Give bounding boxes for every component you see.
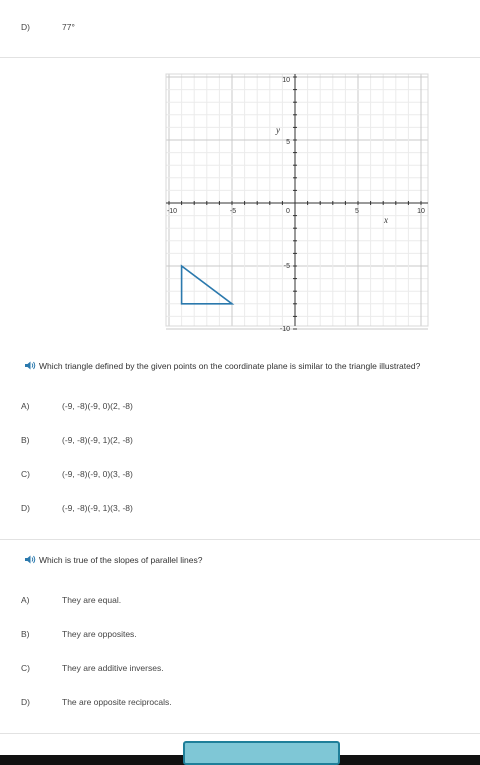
x-tick-label: 0 xyxy=(286,208,290,215)
option-letter: D) xyxy=(21,503,30,513)
option-letter: C) xyxy=(21,663,30,673)
option-letter: D) xyxy=(21,22,30,32)
option-text: (-9, -8)(-9, 1)(2, -8) xyxy=(62,435,133,445)
option-text: They are equal. xyxy=(62,595,122,605)
option-text: They are opposites. xyxy=(62,629,137,639)
option-text: (-9, -8)(-9, 0)(3, -8) xyxy=(62,469,133,479)
divider xyxy=(0,57,480,58)
question-text: Which is true of the slopes of parallel lines? xyxy=(39,555,203,565)
option-letter: A) xyxy=(21,595,30,605)
y-tick-label: -5 xyxy=(283,263,290,270)
option-text: 77° xyxy=(62,22,75,32)
x-tick-label: -10 xyxy=(166,208,178,215)
speaker-icon[interactable] xyxy=(25,555,36,566)
submit-button[interactable] xyxy=(183,741,340,765)
question-prompt xyxy=(25,555,202,566)
option-text: (-9, -8)(-9, 1)(3, -8) xyxy=(62,503,133,513)
divider xyxy=(0,539,480,540)
x-axis-label: x xyxy=(384,215,388,225)
question-text: Which triangle defined by the given points on the coordinate plane is similar to the triangle illustrated? xyxy=(39,361,421,371)
x-tick-label: 10 xyxy=(417,208,425,215)
option-text: (-9, -8)(-9, 0)(2, -8) xyxy=(62,401,133,411)
option-letter: A) xyxy=(21,401,30,411)
x-tick-label: 5 xyxy=(355,208,359,215)
option-letter: B) xyxy=(21,435,30,445)
option-text: They are additive inverses. xyxy=(62,663,164,673)
graph-border xyxy=(166,74,428,326)
speaker-icon[interactable] xyxy=(25,361,36,372)
x-tick-label: -5 xyxy=(229,208,237,215)
option-text: The are opposite reciprocals. xyxy=(62,697,172,707)
y-axis-label: y xyxy=(276,125,280,135)
question-prompt xyxy=(25,361,420,372)
option-letter: D) xyxy=(21,697,30,707)
y-tick-label: 10 xyxy=(282,77,290,84)
y-tick-label: -10 xyxy=(279,326,290,332)
option-letter: B) xyxy=(21,629,30,639)
divider xyxy=(0,733,480,734)
option-letter: C) xyxy=(21,469,30,479)
coordinate-plane-graph xyxy=(158,70,432,332)
y-tick-label: 5 xyxy=(286,139,290,146)
